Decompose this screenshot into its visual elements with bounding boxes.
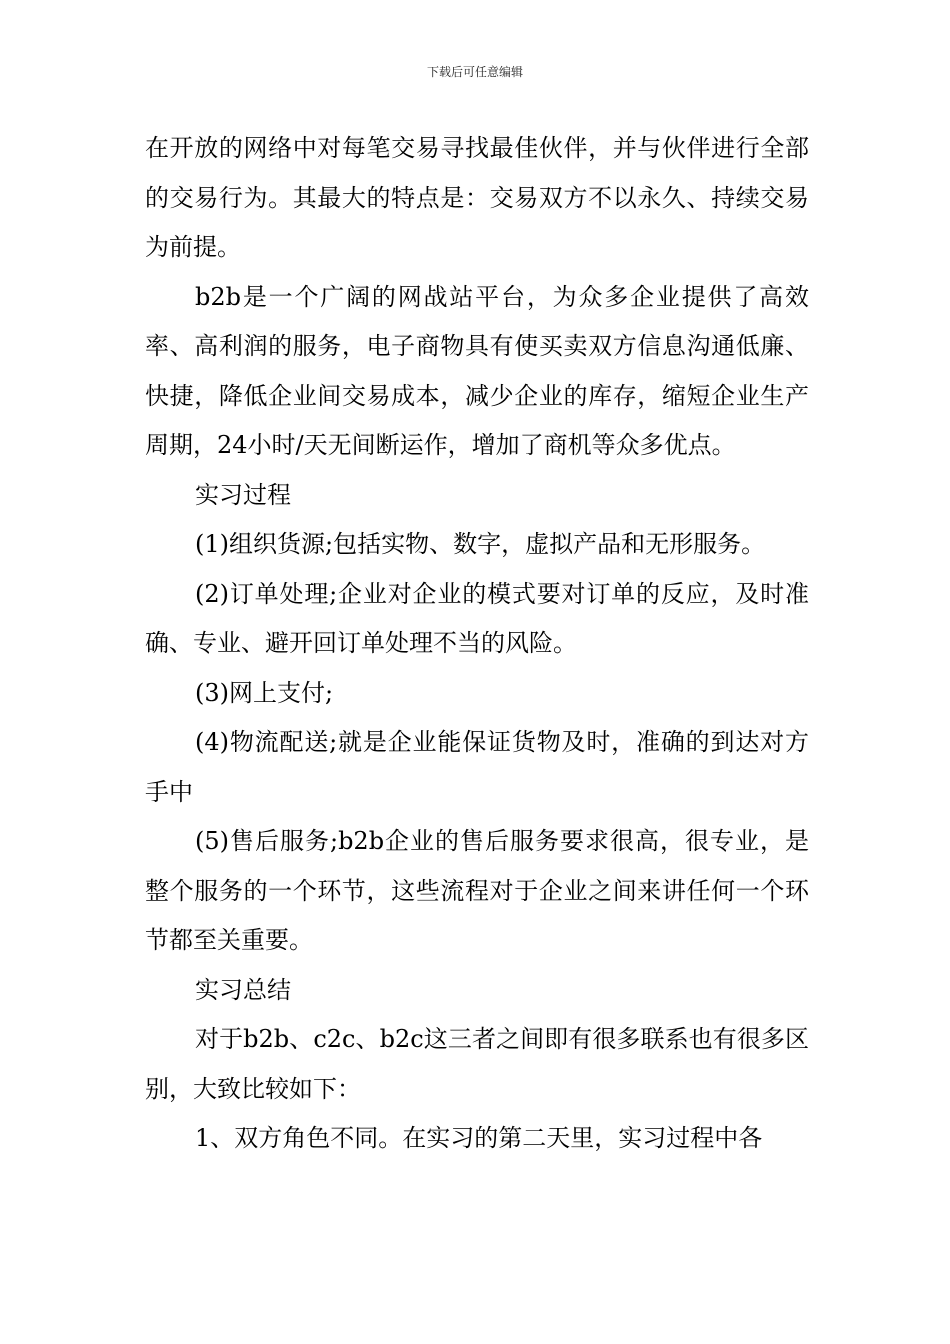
list-item-after-sales: (5)售后服务;b2b企业的售后服务要求很高，很专业，是整个服务的一个环节，这些流程对于企业之间来讲任何一个环节都至关重要。 [145,827,809,954]
list-item-online-payment: (3)网上支付; [195,678,334,707]
paragraph-intro: 在开放的网络中对每笔交易寻找最佳伙伴，并与伙伴进行全部的交易行为。其最大的特点是：交易双方不以永久、持续交易为前提。 [145,134,809,261]
paragraph-point-one: 1、双方角色不同。在实习的第二天里，实习过程中各 [195,1124,763,1152]
heading-internship-process: 实习过程 [195,480,291,509]
document-body [145,124,809,1164]
paragraph-comparison-intro: 对于b2b、c2c、b2c这三者之间即有很多联系也有很多区别，大致比较如下： [145,1025,809,1103]
list-item-sourcing: (1)组织货源;包括实物、数字，虚拟产品和无形服务。 [195,530,766,558]
list-item-logistics: (4)物流配送;就是企业能保证货物及时，准确的到达对方手中 [145,728,809,806]
page-header: 下载后可任意编辑 [426,65,523,79]
paragraph-b2b-overview: b2b是一个广阔的网战站平台，为众多企业提供了高效率、高利润的服务，电子商物具有使买卖双方信息沟通低廉、快捷，降低企业间交易成本，减少企业的库存，缩短企业生产周期，24小时/天无间断运作，增加了商机等众多优点。 [145,282,809,459]
list-item-order-processing: (2)订单处理;企业对企业的模式要对订单的反应，及时准确、专业、避开回订单处理不当的风险。 [145,579,809,657]
heading-internship-summary: 实习总结 [195,975,291,1004]
